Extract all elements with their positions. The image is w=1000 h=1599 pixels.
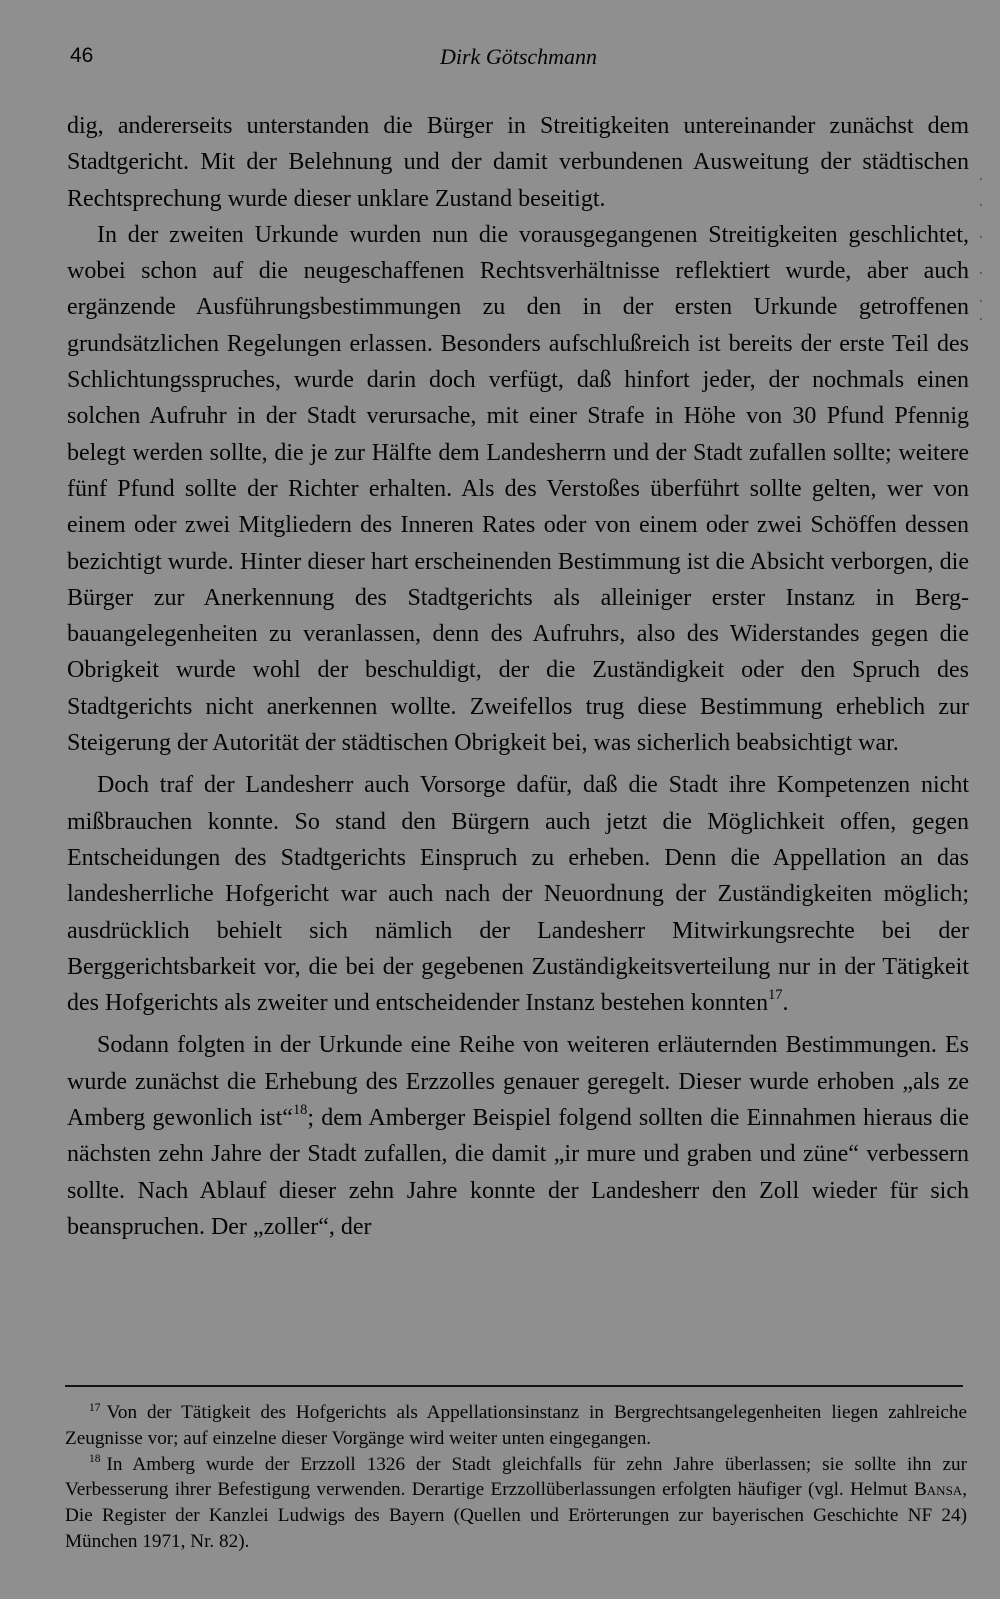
scan-speck xyxy=(980,178,982,180)
footnote-17-text: Von der Tätigkeit des Hofgerichts als Appellationsinstanz in Bergrechtsangelegenheiten liegen zahlreiche Zeugnisse vor; auf einzelne dieser Vorgänge wird weiter unten eingegangen. xyxy=(65,1402,967,1449)
paragraph-4 xyxy=(67,1027,969,1245)
paragraph-3 xyxy=(67,767,969,1021)
footnote-divider xyxy=(65,1385,963,1387)
footnote-17-mark: 17 xyxy=(89,1401,101,1414)
paragraph-4-text-a: Sodann folgten in der Urkunde eine Reihe von weiteren erläuternden Bestimmungen. Es wurde zunächst die Erhebung des Erzzolles genauer geregelt. Dieser wurde erhoben „als ze Amberg gewonlich ist“ xyxy=(67,1032,969,1132)
scan-speck xyxy=(980,318,982,320)
footnote-ref-17[interactable]: 17 xyxy=(768,986,783,1003)
paragraph-3-text: Doch traf der Landesherr auch Vorsorge dafür, daß die Stadt ihre Kompetenzen nicht mißbrauchen konnte. So stand den Bürgern auch jetzt die Möglichkeit offen, gegen Entscheidungen des Stadtgerichts Einspruch zu erheben. Denn die Appellation an das landesherrliche Hofgericht war auch nach der Neuordnung der Zuständigkeiten möglich; ausdrücklich behielt sich nämlich der Landesherr Mitwirkungsrechte bei der Berggerichtsbarkeit vor, die bei der gegebenen Zuständigkeitsverteilung nur in der Tätigkeit des Hofgerichts als zweiter und entscheidender Instanz bestehen konnten xyxy=(67,772,969,1017)
paragraph-4-text-b: ; dem Amberger Beispiel folgend sollten die Einnahmen hieraus die nächsten zehn Jahre der Stadt zufallen, die damit „ir mure und graben und züne“ verbessern sollte. Nach Ablauf dieser zehn Jahre konnte der Landesherr den Zoll wieder für sich beanspruchen. Der „zoller“, der xyxy=(67,1105,970,1240)
paragraph-1: dig, andererseits unterstanden die Bürger in Streitigkeiten untereinander zunächst dem Stadtgericht. Mit der Belehnung und der damit verbundenen Ausweitung der städtischen Rechtsprechung wurde dieser unklare Zustand beseitigt. xyxy=(67,113,969,212)
scan-speck xyxy=(980,300,982,302)
footnote-ref-18[interactable]: 18 xyxy=(292,1101,308,1118)
footnotes xyxy=(65,1400,967,1555)
footnote-18-author: Bansa xyxy=(914,1479,963,1501)
paragraph-3-end: . xyxy=(782,990,789,1017)
scan-speck xyxy=(980,236,982,238)
footnote-18-mark: 18 xyxy=(89,1453,101,1466)
page-number: 46 xyxy=(70,44,94,67)
footnote-17 xyxy=(65,1400,967,1452)
page-header xyxy=(70,40,920,80)
footnote-18 xyxy=(65,1452,967,1555)
scan-speck xyxy=(980,272,982,274)
running-head-author: Dirk Götschmann xyxy=(440,44,598,69)
body-text xyxy=(67,108,969,1245)
paragraph-2: In der zweiten Urkunde wurden nun die vorausgegangenen Streitigkeiten geschlichtet, wobei schon auf die neugeschaffenen Rechtsverhältnisse reflektiert wurde, aber auch ergänzende Ausführungsbestimmungen zu den in der ersten Urkunde getroffenen grundsätzlichen Regelungen erlassen. Besonders aufschlußreich ist bereits der erste Teil des Schlichtungsspruches, wurde darin doch verfügt, daß hinfort jeder, der nochmals einen solchen Aufruhr in der Stadt verursache, mit einer Strafe in Höhe von 30 Pfund Pfennig belegt werden sollte, die je zur Hälfte dem Landesherrn und der Stadt zufallen sollte; weitere fünf Pfund sollte der Richter erhalten. Als des Verstoßes überführt sollte gelten, wer von einem oder zwei Mitgliedern des Inneren Rates oder von einem oder zwei Schöffen dessen bezichtigt wurde. Hinter dieser hart erscheinenden Bestimmung ist die Absicht verborgen, die Bürger zur Anerkennung des Stadtgerichts als alleiniger erster Instanz in Bergbauangelegenheiten zu veranlassen, denn des Aufruhrs, also des Widerstandes gegen die Obrigkeit wurde wohl der beschuldigt, der die Zuständigkeit oder den Spruch des Stadtgerichts nicht anerkennen wollte. Zweifellos trug diese Bestimmung erheblich zur Steigerung der Autorität der städtischen Obrigkeit bei, was sicherlich beabsichtigt war. xyxy=(67,221,969,757)
scan-speck xyxy=(980,204,982,206)
footnote-18-text-a: In Amberg wurde der Erzzoll 1326 der Stadt gleichfalls für zehn Jahre überlassen; sie sollte ihn zur Verbesserung ihrer Befestigung verwenden. Derartige Erzzollüberlassungen erfolgten häufiger (vgl. Helmut xyxy=(65,1453,967,1501)
footnote-18-text-b: , Die Register der Kanzlei Ludwigs des Bayern (Quellen und Erörterungen zur bayerischen Geschichte NF 24) München 1971, Nr. 82). xyxy=(65,1479,967,1552)
